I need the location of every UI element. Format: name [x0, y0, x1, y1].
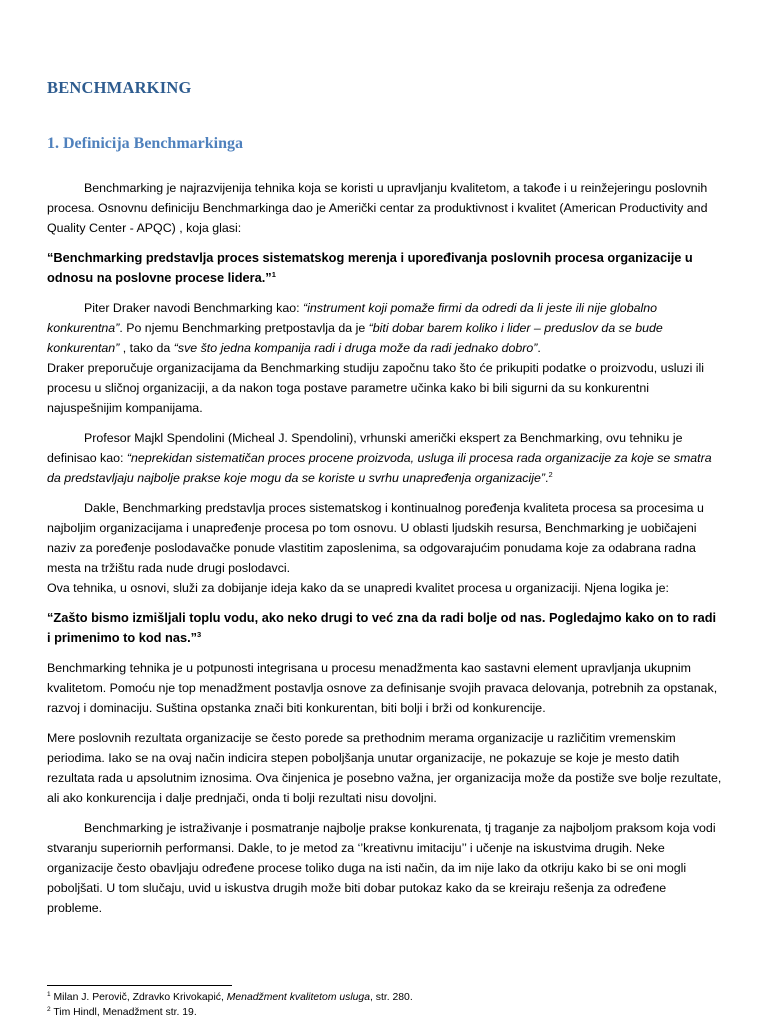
spendolini-lead: Profesor Majkl Spendolini (Micheal J. Spendolini), vrhunski američki ekspert za Benchmarking, ovu tehniku je definisao kao: — [47, 431, 683, 465]
quote-apqc — [47, 248, 723, 288]
quote-apqc-text: “Benchmarking predstavlja proces sistematskog merenja i upoređivanja poslovnih procesa organizacije u odnosu na poslovne procese lidera.” — [47, 250, 693, 285]
footnotes — [47, 990, 723, 1020]
footnote-ref-3: 3 — [197, 630, 202, 639]
footnote-2-text: Tim Hindl, Menadžment str. 19. — [50, 1007, 197, 1018]
footnote-separator — [47, 985, 232, 986]
draker-mid-2: , tako da — [119, 341, 174, 355]
body-text — [47, 178, 723, 928]
footnote-ref-1: 1 — [271, 270, 276, 279]
quote-logic — [47, 608, 723, 648]
footnote-2-number: 2 — [47, 1006, 51, 1013]
paragraph-research: Benchmarking je istraživanje i posmatranje najbolje prakse konkurenata, tj traganje za najboljom praksom koja vodi stvaranju superiornih performansi. Dakle, to je metod za ‘’kreativnu imitaciju’’ i učenje na iskustvima drugih. Neke organizacije često obavljaju određene procese toliko duga na isti način, da im nije lako da otkriju kako bi se oni mogli poboljšati. U tom slučaju, uvid u iskustva drugih može biti dobar putokaz kako da se kreiraju rešenja za određene probleme. — [47, 821, 716, 915]
paragraph-integration: Benchmarking tehnika je u potpunosti integrisana u procesu menadžmenta kao sastavni element upravljanja ukupnim kvalitetom. Pomoću nje top menadžment postavlja osnove za definisanje svojih pravaca delovanja, potrebnih za opstanak, razvoj i dominaciju. Suština opstanka znači biti konkurentan, biti bolji i brži od konkurencije. — [47, 661, 718, 715]
paragraph-dakle: Dakle, Benchmarking predstavlja proces sistematskog i kontinualnog poređenja kvaliteta procesa sa procesima u najboljim organizacijama i unapređenje procesa po tom osnovu. U oblasti ljudskih resursa, Benchmarking je uobičajeni naziv za poređenje poslodavačke ponude vlastitim zaposlenima, sa odgovarajućim ponudama koje za odabrana radna mesta na tržištu rada nude drugi poslodavci. — [47, 501, 704, 575]
paragraph-draker-recommendation: Draker preporučuje organizacijama da Benchmarking studiju započnu tako što će prikupiti podatke o proizvodu, usluzi ili procesu u sličnoj organizaciji, a da nakon toga postave parametre učinka kako bi bili sigurni da su konkurentni najuspešnijim kompanijama. — [47, 361, 705, 415]
footnote-1-book: Menadžment kvalitetom usluga — [226, 992, 370, 1003]
draker-mid-1: . Po njemu Benchmarking pretpostavlja da je — [119, 321, 369, 335]
footnote-ref-2: 2 — [548, 470, 553, 479]
paragraph-draker — [47, 298, 723, 358]
spendolini-end: . — [545, 471, 549, 485]
draker-end: . — [537, 341, 541, 355]
spendolini-quote: “neprekidan sistematičan proces procene proizvoda, usluga ili procesa rada organizacije za koje se smatra da predstavljaju najbolje prakse koje mogu da se koriste u svrhu unapređenja organizacije” — [47, 451, 712, 485]
footnote-1-authors: Milan J. Perovič, Zdravko Krivokapić, — [50, 992, 227, 1003]
paragraph-spendolini — [47, 428, 723, 488]
paragraph-logic: Ova tehnika, u osnovi, služi za dobijanje ideja kako da se unapredi kvalitet procesa u organizaciji. Njena logika je: — [47, 581, 669, 595]
draker-quote-3: “sve što jedna kompanija radi i druga može da radi jednako dobro” — [173, 341, 538, 355]
paragraph-measures: Mere poslovnih rezultata organizacije se često porede sa prethodnim merama organizacije u različitim vremenskim periodima. Iako se na ovaj način indicira stepen poboljšanja unutar organizacije, ne pokazuje se koje je mesto datih rezultata rada u apsolutnim iznosima. Ova činjenica je posebno važna, jer organizacija može da postiže sve bolje rezultate, ali ako konkurencija i dalje prednjači, onda ti bolji rezultati nisu dovoljni. — [47, 731, 722, 805]
footnote-1-number: 1 — [47, 991, 51, 998]
footnote-2 — [47, 1005, 723, 1020]
section-heading: 1. Definicija Benchmarkinga — [47, 135, 243, 152]
draker-quote-2: “biti dobar barem koliko i lider – preduslov da se bude konkurentan” — [47, 321, 663, 355]
document-title: BENCHMARKING — [47, 78, 192, 97]
footnote-1 — [47, 990, 723, 1005]
quote-logic-text: “Zašto bismo izmišljali toplu vodu, ako neko drugi to već zna da radi bolje od nas. Pogledajmo kako on to radi i primenimo to kod nas.” — [47, 610, 717, 645]
draker-lead: Piter Draker navodi Benchmarking kao: — [84, 301, 304, 315]
paragraph-intro: Benchmarking je najrazvijenija tehnika koja se koristi u upravljanju kvalitetom, a takođe i u reinžejeringu poslovnih procesa. Osnovnu definiciju Benchmarkinga dao je Američki centar za produktivnost i kvalitet (American Productivity and Quality Center - APQC) , koja glasi: — [47, 181, 708, 235]
footnote-1-page: , str. 280. — [369, 992, 413, 1003]
draker-quote-1: “instrument koji pomaže firmi da odredi da li jeste ili nije globalno konkurentna” — [47, 301, 658, 335]
